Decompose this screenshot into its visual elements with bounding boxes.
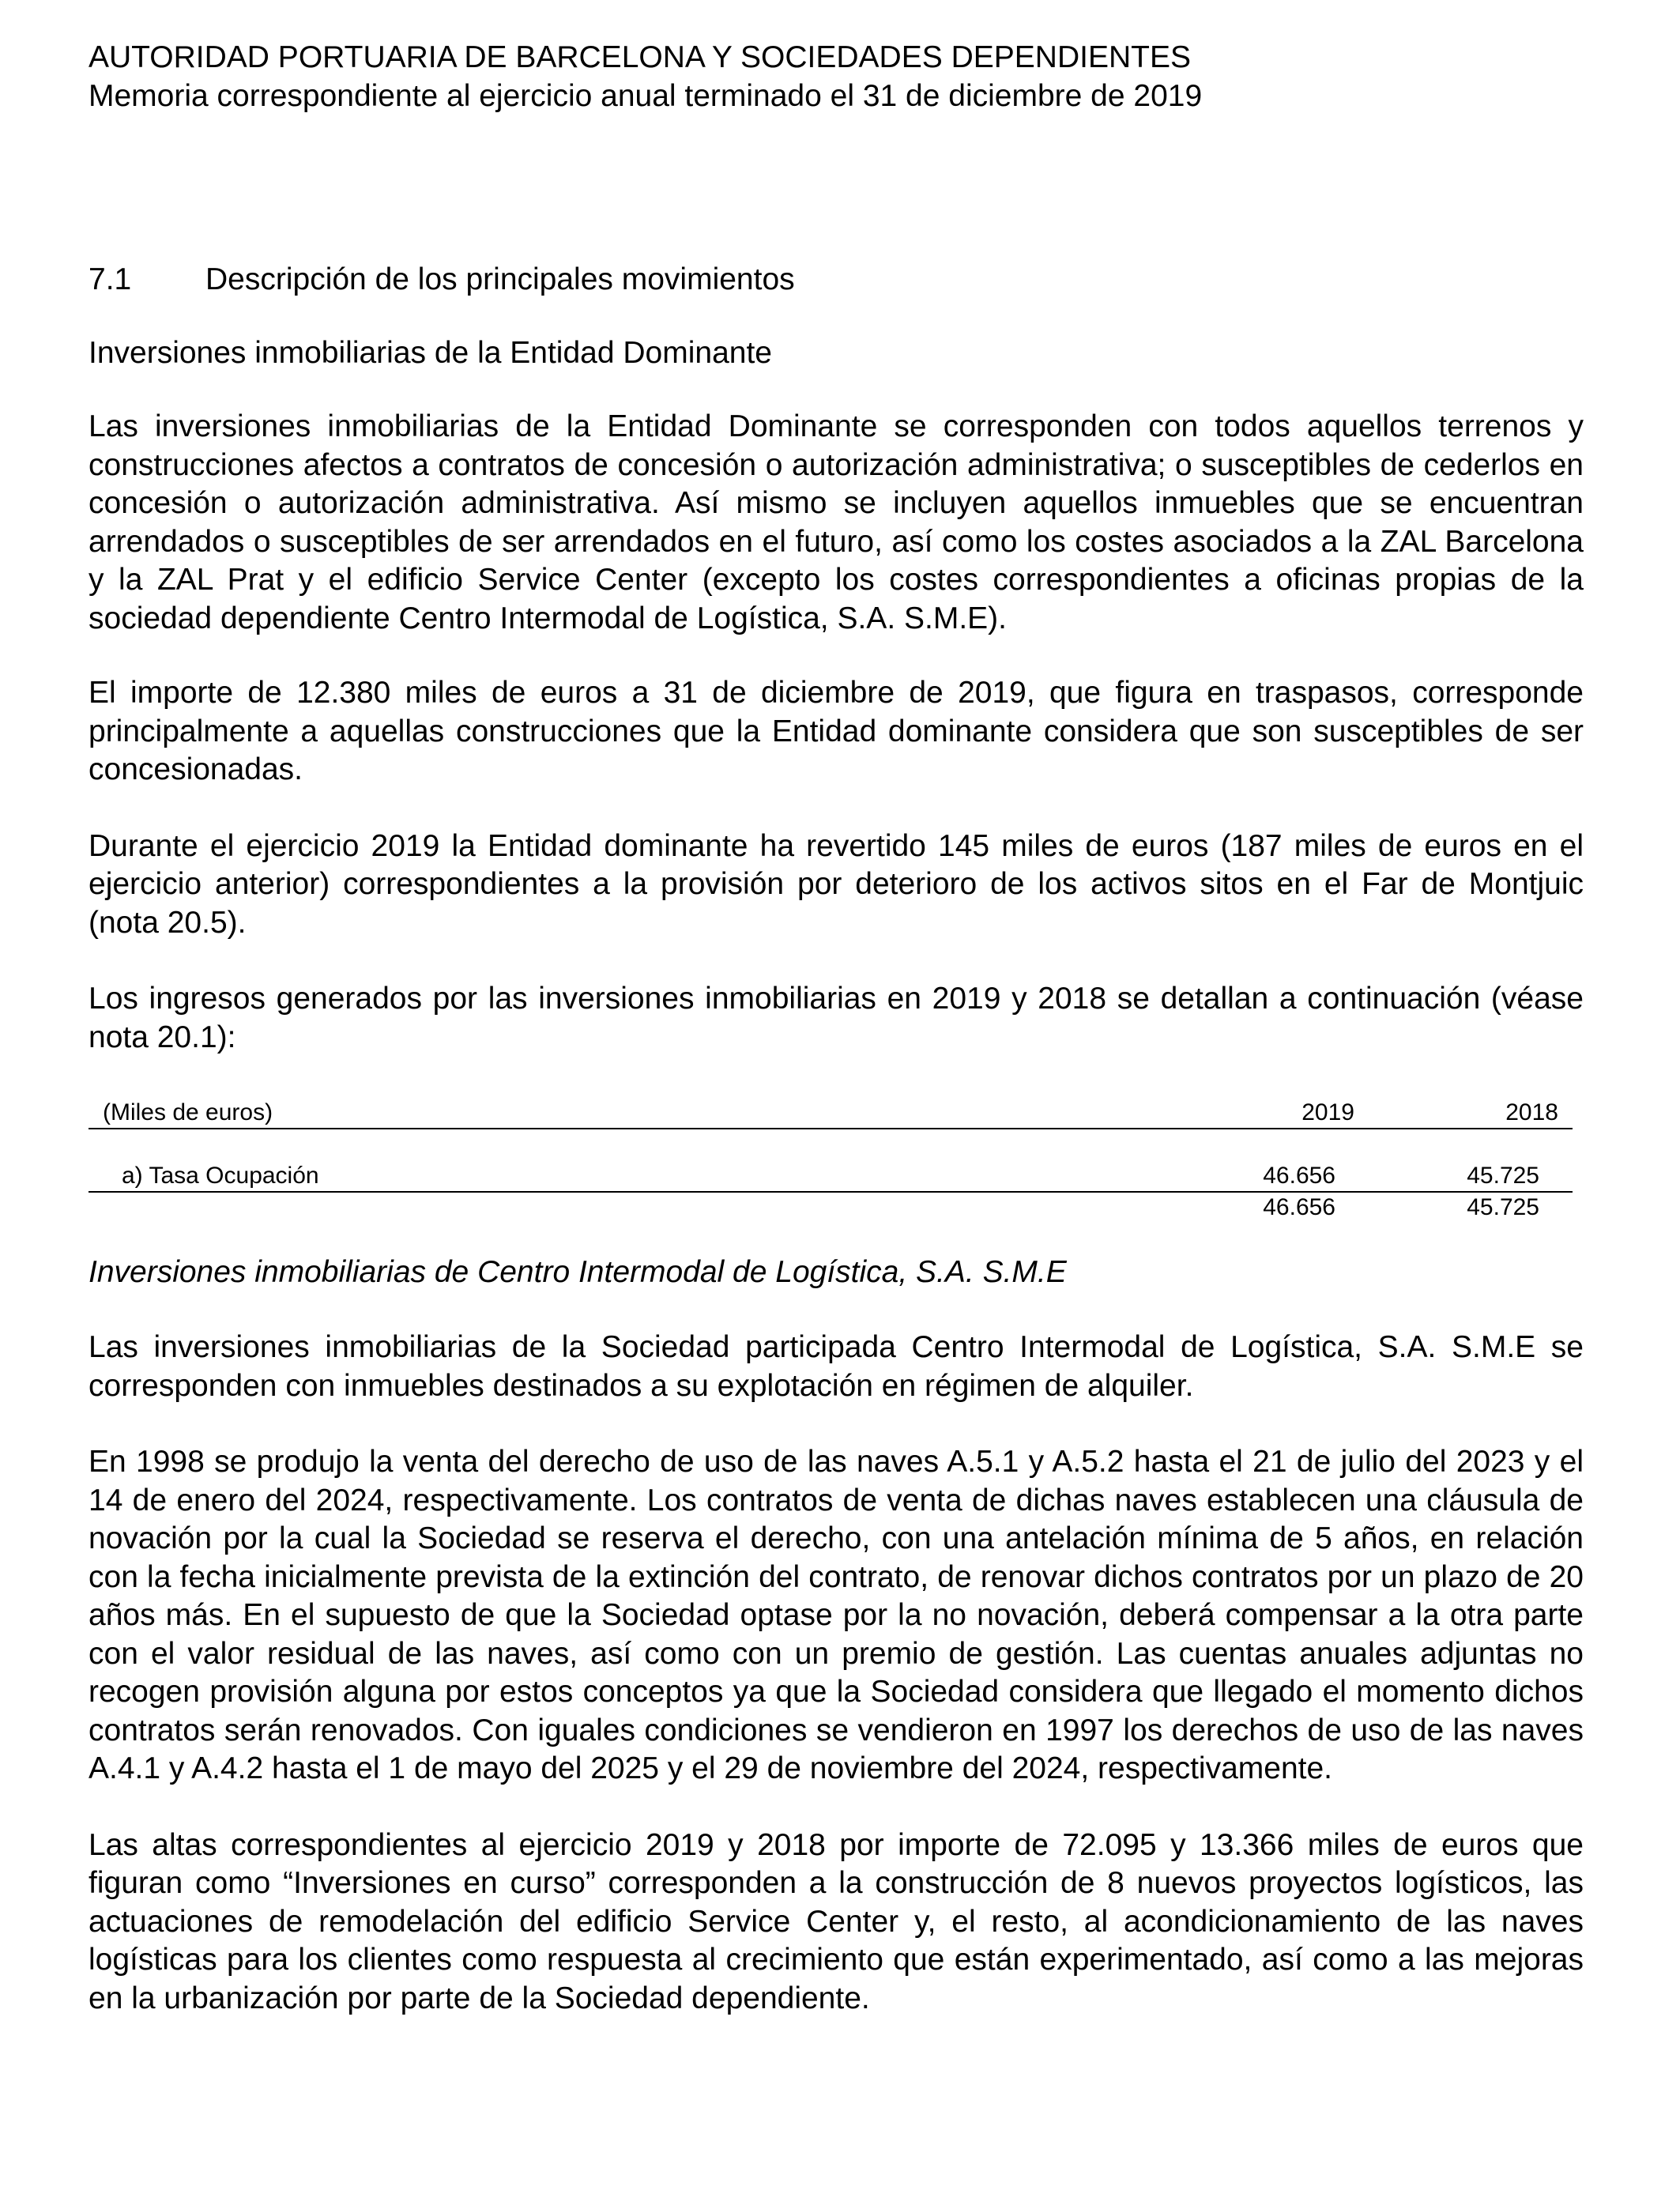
total-value-2018: 45.725 xyxy=(1467,1194,1539,1220)
header-organization: AUTORIDAD PORTUARIA DE BARCELONA Y SOCIEDADES DEPENDIENTES xyxy=(89,40,1191,74)
income-table xyxy=(89,1098,1573,1223)
row-label: a) Tasa Ocupación xyxy=(122,1163,319,1189)
section-title: Descripción de los principales movimientos xyxy=(205,262,795,296)
paragraph: Las inversiones inmobiliarias de la Sociedad participada Centro Intermodal de Logística, S.A. S.M.E se corresponden con inmuebles destinados a su explotación en régimen de alquiler. xyxy=(89,1330,1584,1403)
table-row xyxy=(89,1161,1573,1193)
section-number: 7.1 xyxy=(89,262,132,296)
centro-intermodal-heading: Inversiones inmobiliarias de Centro Intermodal de Logística, S.A. S.M.E xyxy=(89,1255,1067,1289)
entidad-dominante-heading: Inversiones inmobiliarias de la Entidad Dominante xyxy=(89,336,772,370)
paragraph: El importe de 12.380 miles de euros a 31 de diciembre de 2019, que figura en traspasos, corresponde principalmente a aquellas construcciones que la Entidad dominante considera que son susceptibles de ser concesionadas. xyxy=(89,676,1584,786)
table-header-row xyxy=(89,1098,1573,1129)
table-total-row xyxy=(89,1193,1573,1223)
column-header-2018: 2018 xyxy=(1505,1099,1558,1125)
document-page xyxy=(89,38,1584,2018)
row-value-2018: 45.725 xyxy=(1467,1163,1539,1189)
row-value-2019: 46.656 xyxy=(1263,1163,1335,1189)
paragraph: Las altas correspondientes al ejercicio 2019 y 2018 por importe de 72.095 y 13.366 miles de euros que figuran como “Inversiones en curso” corresponden a la construcción de 8 nuevos proyectos logísticos, las actuaciones de remodelación del edificio Service Center y, el resto, al acondicionamiento de las naves logísticas para los clientes como respuesta al crecimiento que están experimentado, así como a las mejoras en la urbanización por parte de la Sociedad dependiente. xyxy=(89,1827,1584,2015)
table-unit-label: (Miles de euros) xyxy=(103,1099,273,1125)
paragraph: Las inversiones inmobiliarias de la Entidad Dominante se corresponden con todos aquellos terrenos y construcciones afectos a contratos de concesión o autorización administrativa; o susceptibles de cederlos en concesión o autorización administrativa. Así mismo se incluyen aquellos inmuebles que se encuentran arrendados o susceptibles de ser arrendados en el futuro, así como los costes asociados a la ZAL Barcelona y la ZAL Prat y el edificio Service Center (excepto los costes correspondientes a oficinas propias de la sociedad dependiente Centro Intermodal de Logística, S.A. S.M.E). xyxy=(89,409,1584,635)
header-subtitle: Memoria correspondiente al ejercicio anual terminado el 31 de diciembre de 2019 xyxy=(89,79,1203,113)
paragraph: Los ingresos generados por las inversiones inmobiliarias en 2019 y 2018 se detallan a continuación (véase nota 20.1): xyxy=(89,982,1584,1054)
column-header-2019: 2019 xyxy=(1301,1099,1354,1125)
paragraph: En 1998 se produjo la venta del derecho de uso de las naves A.5.1 y A.5.2 hasta el 21 de julio del 2023 y el 14 de enero del 2024, respectivamente. Los contratos de venta de dichas naves establecen una cláusula de novación por la cual la Sociedad se reserva el derecho, con una antelación mínima de 5 años, en relación con la fecha inicialmente prevista de la extinción del contrato, de renovar dichos contratos por un plazo de 20 años más. En el supuesto de que la Sociedad optase por la no novación, deberá compensar a la otra parte con el valor residual de las naves, así como con un premio de gestión. Las cuentas anuales adjuntas no recogen provisión alguna por estos conceptos ya que la Sociedad considera que llegado el momento dichos contratos serán renovados. Con iguales condiciones se vendieron en 1997 los derechos de uso de las naves A.4.1 y A.4.2 hasta el 1 de mayo del 2025 y el 29 de noviembre del 2024, respectivamente. xyxy=(89,1445,1584,1785)
paragraph: Durante el ejercicio 2019 la Entidad dominante ha revertido 145 miles de euros (187 miles de euros en el ejercicio anterior) correspondientes a la provisión por deterioro de los activos sitos en el Far de Montjuic (nota 20.5). xyxy=(89,828,1584,940)
total-value-2019: 46.656 xyxy=(1263,1194,1335,1220)
section-heading xyxy=(89,260,1584,299)
